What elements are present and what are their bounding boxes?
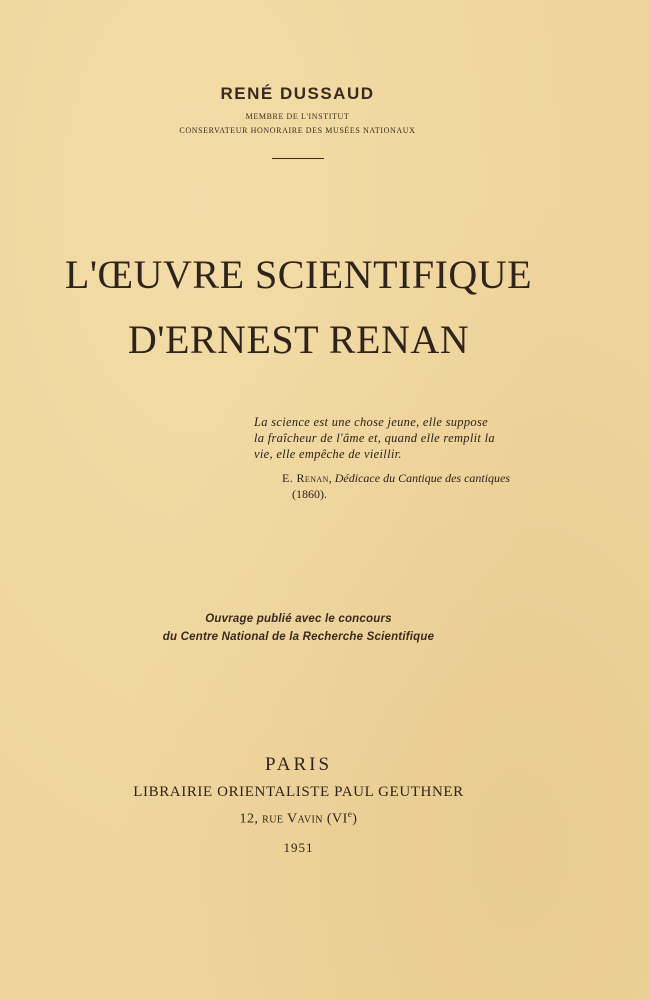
imprint-city: PARIS <box>264 754 333 775</box>
epigraph-attribution <box>254 470 539 502</box>
epigraph-author: E. Renan <box>282 471 329 485</box>
epigraph-line: La science est une chose jeune, elle suppose <box>254 415 488 429</box>
epigraph-work: Dédicace du Cantique des cantiques <box>334 471 511 485</box>
author-credential-institut: MEMBRE DE L'INSTITUT <box>245 112 350 121</box>
epigraph-attribution-line <box>254 470 539 486</box>
address-arrondissement-sup: e <box>347 809 353 819</box>
book-title-line-1: L'ŒUVRE SCIENTIFIQUE <box>64 252 533 297</box>
epigraph-quote <box>254 414 534 462</box>
imprint-publisher: LIBRAIRIE ORIENTALISTE PAUL GEUTHNER <box>133 784 464 800</box>
address-arrondissement-close: ) <box>352 811 358 827</box>
cnrs-support-line-1: Ouvrage publié avec le concours <box>205 613 392 625</box>
address-prefix: 12, rue <box>239 811 287 827</box>
cnrs-support-line-2: du Centre National de la Recherche Scientifique <box>162 631 435 643</box>
author-credential-conservateur: CONSERVATEUR HONORAIRE DES MUSÉES NATIONAUX <box>179 126 416 135</box>
epigraph-line: vie, elle empêche de vieillir. <box>254 447 402 461</box>
address-arrondissement: (VI <box>322 811 348 827</box>
epigraph-line: la fraîcheur de l'âme et, quand elle remplit la <box>254 431 495 445</box>
author-name: RENÉ DUSSAUD <box>220 84 375 103</box>
epigraph-year: (1860). <box>292 487 327 501</box>
book-title-line-2: D'ERNEST RENAN <box>127 317 470 362</box>
address-street: Vavin <box>287 811 323 827</box>
epigraph-separator: , <box>328 471 335 485</box>
imprint-address <box>0 809 597 828</box>
imprint-year: 1951 <box>283 840 314 855</box>
divider-rule <box>272 158 324 159</box>
